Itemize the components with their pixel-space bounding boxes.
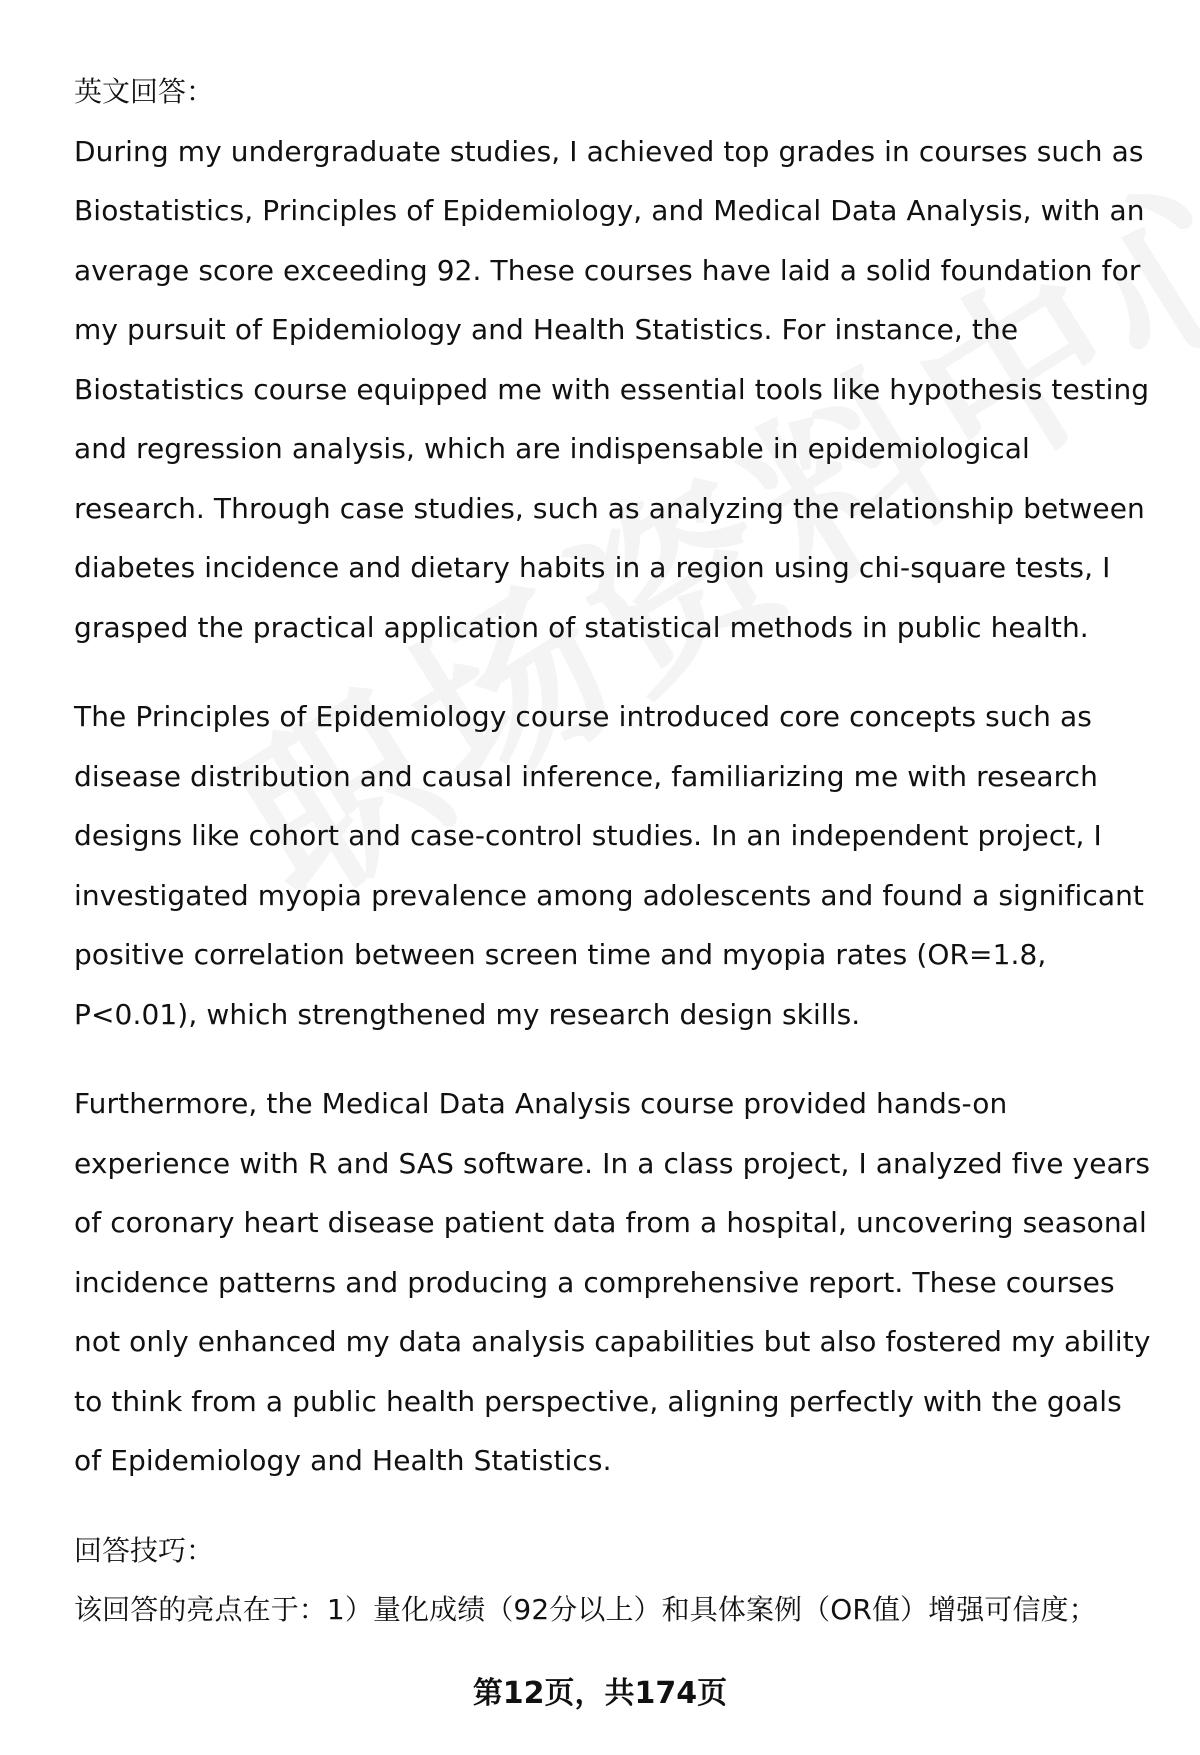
paragraph-2	[74, 687, 1154, 1044]
text-line: designs like cohort and case-control studies. In an independent project, I	[74, 819, 1102, 852]
tips-text-line: 该回答的亮点在于：1）量化成绩（92分以上）和具体案例（OR值）增强可信度；	[74, 1593, 1097, 1626]
text-line: The Principles of Epidemiology course introduced core concepts such as	[74, 700, 1092, 733]
text-line: positive correlation between screen time and myopia rates (OR=1.8,	[74, 938, 1047, 971]
page-indicator: 第12页，共174页	[472, 1676, 728, 1711]
text-line: disease distribution and causal inference, familiarizing me with research	[74, 759, 1099, 793]
text-line: Furthermore, the Medical Data Analysis course provided hands-on	[74, 1087, 1008, 1120]
text-line: diabetes incidence and dietary habits in a region using chi-square tests, I	[74, 551, 1111, 584]
paragraph-spacer	[74, 1491, 1154, 1521]
text-line: to think from a public health perspective, aligning perfectly with the goals	[74, 1384, 1122, 1418]
paragraph-spacer	[74, 1044, 1154, 1074]
text-line: of Epidemiology and Health Statistics.	[74, 1444, 612, 1477]
english-answer-heading: 英文回答：	[74, 75, 215, 108]
paragraph-spacer	[74, 657, 1154, 687]
paragraph-3	[74, 1074, 1154, 1491]
document-content	[74, 62, 1154, 1640]
text-line: grasped the practical application of statistical methods in public health.	[74, 610, 1089, 644]
text-line: average score exceeding 92. These courses have laid a solid foundation for	[74, 253, 1141, 287]
text-line: investigated myopia prevalence among adolescents and found a significant	[74, 878, 1145, 912]
text-line: not only enhanced my data analysis capabilities but also fostered my ability	[74, 1325, 1151, 1358]
text-line: experience with R and SAS software. In a class project, I analyzed five years	[74, 1146, 1151, 1180]
text-line: incidence patterns and producing a comprehensive report. These courses	[74, 1265, 1115, 1299]
text-line: Biostatistics, Principles of Epidemiology, and Medical Data Analysis, with an	[74, 194, 1145, 227]
text-line: my pursuit of Epidemiology and Health Statistics. For instance, the	[74, 313, 1019, 346]
text-line: During my undergraduate studies, I achieved top grades in courses such as	[74, 134, 1144, 168]
text-line: of coronary heart disease patient data from a hospital, uncovering seasonal	[74, 1206, 1147, 1239]
tips-heading: 回答技巧：	[74, 1533, 215, 1567]
text-line: research. Through case studies, such as analyzing the relationship between	[74, 491, 1145, 525]
text-line: Biostatistics course equipped me with essential tools like hypothesis testing	[74, 372, 1150, 406]
text-line: and regression analysis, which are indispensable in epidemiological	[74, 432, 1030, 465]
paragraph-1	[74, 122, 1154, 658]
text-line: P<0.01), which strengthened my research design skills.	[74, 997, 861, 1031]
